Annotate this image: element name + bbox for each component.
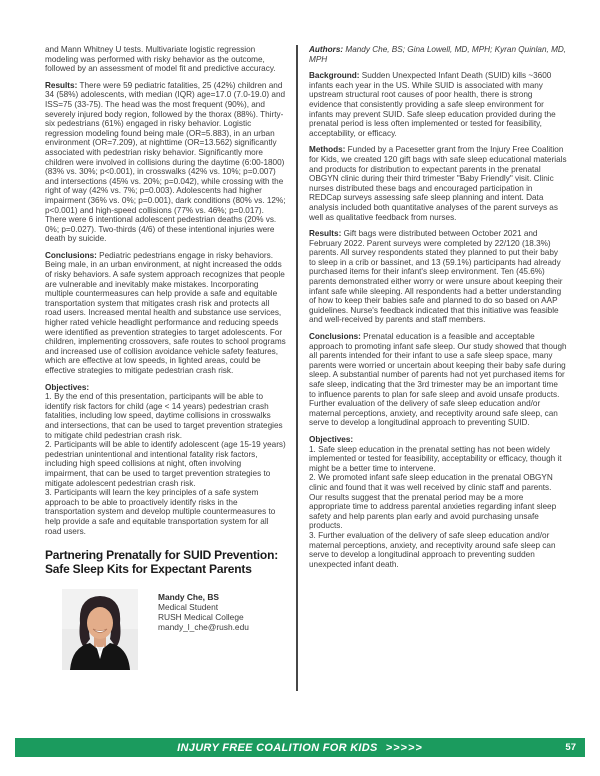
- objective-item: 1. By the end of this presentation, participants will be able to identify risk factors for child (age < 14 years) pedestrian crash fatalities, including low speed, daytime collisions in crosswalks and intersections, that can be used to target prevention strategies to mitigate child pedestrian crash risk.: [45, 392, 283, 440]
- authors-label: Authors:: [309, 45, 344, 54]
- title-line-1: Partnering Prenatally for SUID Prevention:: [45, 548, 278, 563]
- results-label: Results:: [309, 229, 342, 239]
- authors-text: Mandy Che, BS; Gina Lowell, MD, MPH; Kyran Quinlan, MD, MPH: [309, 45, 567, 64]
- results-text: Gift bags were distributed between October 2021 and February 2022. Parent surveys were completed by 22/120 (18.3%) parents. All survey respondents stated they planned to put their baby to sleep in a crib or bassinet, and 13 (59.1%) participants had already purchased items for their infant's sleep environment. Ten (45.6%) parents demonstrated either worry or were unsure about keeping their infant safe while sleeping. All respondents had a better understanding of how to keep their babies safe and planned to do so based on AAP guidelines. Nurse's feedback indicated that this initiative was feasible and well-received by parents and staff members.: [309, 229, 563, 325]
- conclusions-label: Conclusions:: [309, 332, 361, 342]
- objectives-label: Objectives:: [309, 434, 354, 444]
- presenter-email: mandy_l_che@rush.edu: [158, 621, 249, 632]
- objective-item: 3. Further evaluation of the delivery of safe sleep education and/or maternal perceptions, anxiety, and receptivity around safe sleep can serve to develop a longitudinal approach to preventing sudden unexpected infant death.: [309, 530, 556, 569]
- conclusions-text: Prenatal education is a feasible and acceptable approach to promoting infant safe sleep. Our study showed that though all parents intended for their infant to use a safe sleep space, many parents were worried or uncertain about keeping their baby safe during sleep. A substantial number of parents had not yet purchased items for safe sleep, indicating that the 3rd trimester may be an important time to influence parents to plan for safe sleep and avoid unsafe products. Further evaluation of the delivery of safe sleep education and/or maternal perceptions, anxiety, and receptivity around safe sleep, can serve to develop a longitudinal approach to preventing SUID.: [309, 332, 567, 428]
- methods-paragraph: [309, 145, 567, 222]
- conclusions-paragraph: [309, 332, 567, 428]
- objective-item: 1. Safe sleep education in the prenatal setting has not been widely implemented or tested for feasibility, acceptability or efficacy, though it might be a better time to intervene.: [309, 444, 562, 473]
- left-column: [45, 45, 286, 670]
- presenter-affiliation: RUSH Medical College: [158, 611, 244, 622]
- objective-item: 2. Participants will be able to identify adolescent (age 15-19 years) pedestrian unintentional and intentional fatality risk factors, including high speed collisions at night, often involving impairment, that can be used to target prevention strategies to mitigate adolescent pedestrian crash risk.: [45, 440, 286, 488]
- presenter-role: Medical Student: [158, 601, 219, 612]
- presenter-info: [158, 589, 249, 670]
- column-divider-rule: [296, 45, 298, 691]
- background-label: Background:: [309, 71, 360, 81]
- conclusions-paragraph: [45, 251, 286, 376]
- coalition-name: INJURY FREE COALITION FOR KIDS: [177, 741, 378, 754]
- conclusions-text: Pediatric pedestrians engage in risky behaviors. Being male, in an urban environment, at night increased the odds of risky behaviors. A safe system approach recognizes that people are vulnerable and inevitably make mistakes. Incorporating multiple countermeasures can help provide a safe and equitable transportation system that mitigates crash risk and protects all road users. Increased mental health and substance use services, higher rated vehicle headlight performance and reducing speeds were identified as prevention strategies to target adolescents. For children, implementing crossovers, safe routes to school programs and increased use of collision avoidance vehicle safety features, which are effective at low speeds, in lighted areas, could be effective strategies to mitigate pedestrian crash risk.: [45, 250, 286, 375]
- presenter-block: [62, 589, 286, 670]
- page-number: 57: [565, 742, 576, 753]
- objective-item: 3. Participants will learn the key principles of a safe system approach to be able to proactively identify risks in the transportation system and develop multiple countermeasures to help provide a safe and equitable transportation system for all road users.: [45, 488, 276, 536]
- results-label: Results:: [45, 80, 78, 90]
- footer-banner: [15, 738, 585, 757]
- authors-paragraph: [309, 45, 567, 64]
- results-paragraph: [45, 81, 286, 244]
- results-paragraph: [309, 229, 567, 325]
- title-line-2: Safe Sleep Kits for Expectant Parents: [45, 561, 252, 576]
- chevron-arrows-icon: >>>>>: [385, 741, 423, 754]
- objectives-section: [45, 383, 286, 537]
- footer-banner-text: [177, 742, 423, 754]
- headshot-illustration: [62, 589, 138, 670]
- next-abstract-title: [45, 549, 286, 577]
- objectives-section: [309, 435, 567, 569]
- presenter-photo: [62, 589, 138, 670]
- objective-item: 2. We promoted infant safe sleep education in the prenatal OBGYN clinic and found that it was well received by clinic staff and parents. Our results suggest that the prenatal period may be a more appropriate time to address parental anxieties regarding infant sleep safety and help parents plan early and avoid purchasing unsafe products.: [309, 473, 557, 531]
- right-column: [309, 45, 567, 569]
- methods-label: Methods:: [309, 145, 346, 155]
- presenter-name: Mandy Che, BS: [158, 591, 219, 602]
- conclusions-label: Conclusions:: [45, 250, 97, 260]
- background-paragraph: [309, 71, 567, 138]
- intro-text: and Mann Whitney U tests. Multivariate logistic regression modeling was performed with risky behavior as the outcome, followed by an assessment of model fit and predictive accuracy.: [45, 45, 276, 74]
- methods-text: Funded by a Pacesetter grant from the Injury Free Coalition for Kids, we created 120 gift bags with safe sleep educational materials and products for distribution to expectant parents in the prenatal OBGYN clinic during their third trimester "Baby Friendly" visit. Clinic nurses distributed these bags and encouraged participation in REDCap surveys assessing safe sleep planning and intent. Data analysis included both quantitative analyses of the parent surveys as well as qualitative feedback from nurses.: [309, 145, 567, 222]
- objectives-label: Objectives:: [45, 382, 90, 392]
- background-text: Sudden Unexpected Infant Death (SUID) kills ~3600 infants each year in the US. While SUID is associated with many upstream structural root causes of poor health, there is strong evidence that consistently providing a safe sleep environment for infants may prevent SUID. Safe sleep education provided during the prenatal period is less often implemented or tested for feasibility, acceptability, or efficacy.: [309, 71, 556, 138]
- results-text: There were 59 pediatric fatalities, 25 (42%) children and 34 (58%) adolescents, with median (IQR) age=17.0 (7.0-19.0) and ISS=75 (33-75). The head was the most frequent (90%), and severely injured body region, followed by the thorax (88%). Thirty-six pedestrians (61%) engaged in risky behavior. Logistic regression modeling found being male (OR=5.883), in an urban environment (OR=7.209), at nighttime (OR=13.562) significantly associated with pedestrian risky behavior. Significantly more children were involved in collisions during the daytime (6:00-1800) (83% vs. 30%; p<0.001), in crosswalks (42% vs. 10%; p=0.007) and intersections (45% vs. 20%; p=0.042), while crossing with the right of way (42% vs. 7%; p=0.003). Adolescents had higher impairment (36% vs. 0%; p=0.001), dark conditions (80% vs. 12%; p<0.001) and high-speed collisions (77% vs. 46%; p=0.017). There were 6 intentional adolescent pedestrian deaths (20% vs. 0%; p=0.027). Two-thirds (4/6) of these intentional injuries were death by suicide.: [45, 80, 286, 244]
- intro-paragraph: [45, 45, 286, 74]
